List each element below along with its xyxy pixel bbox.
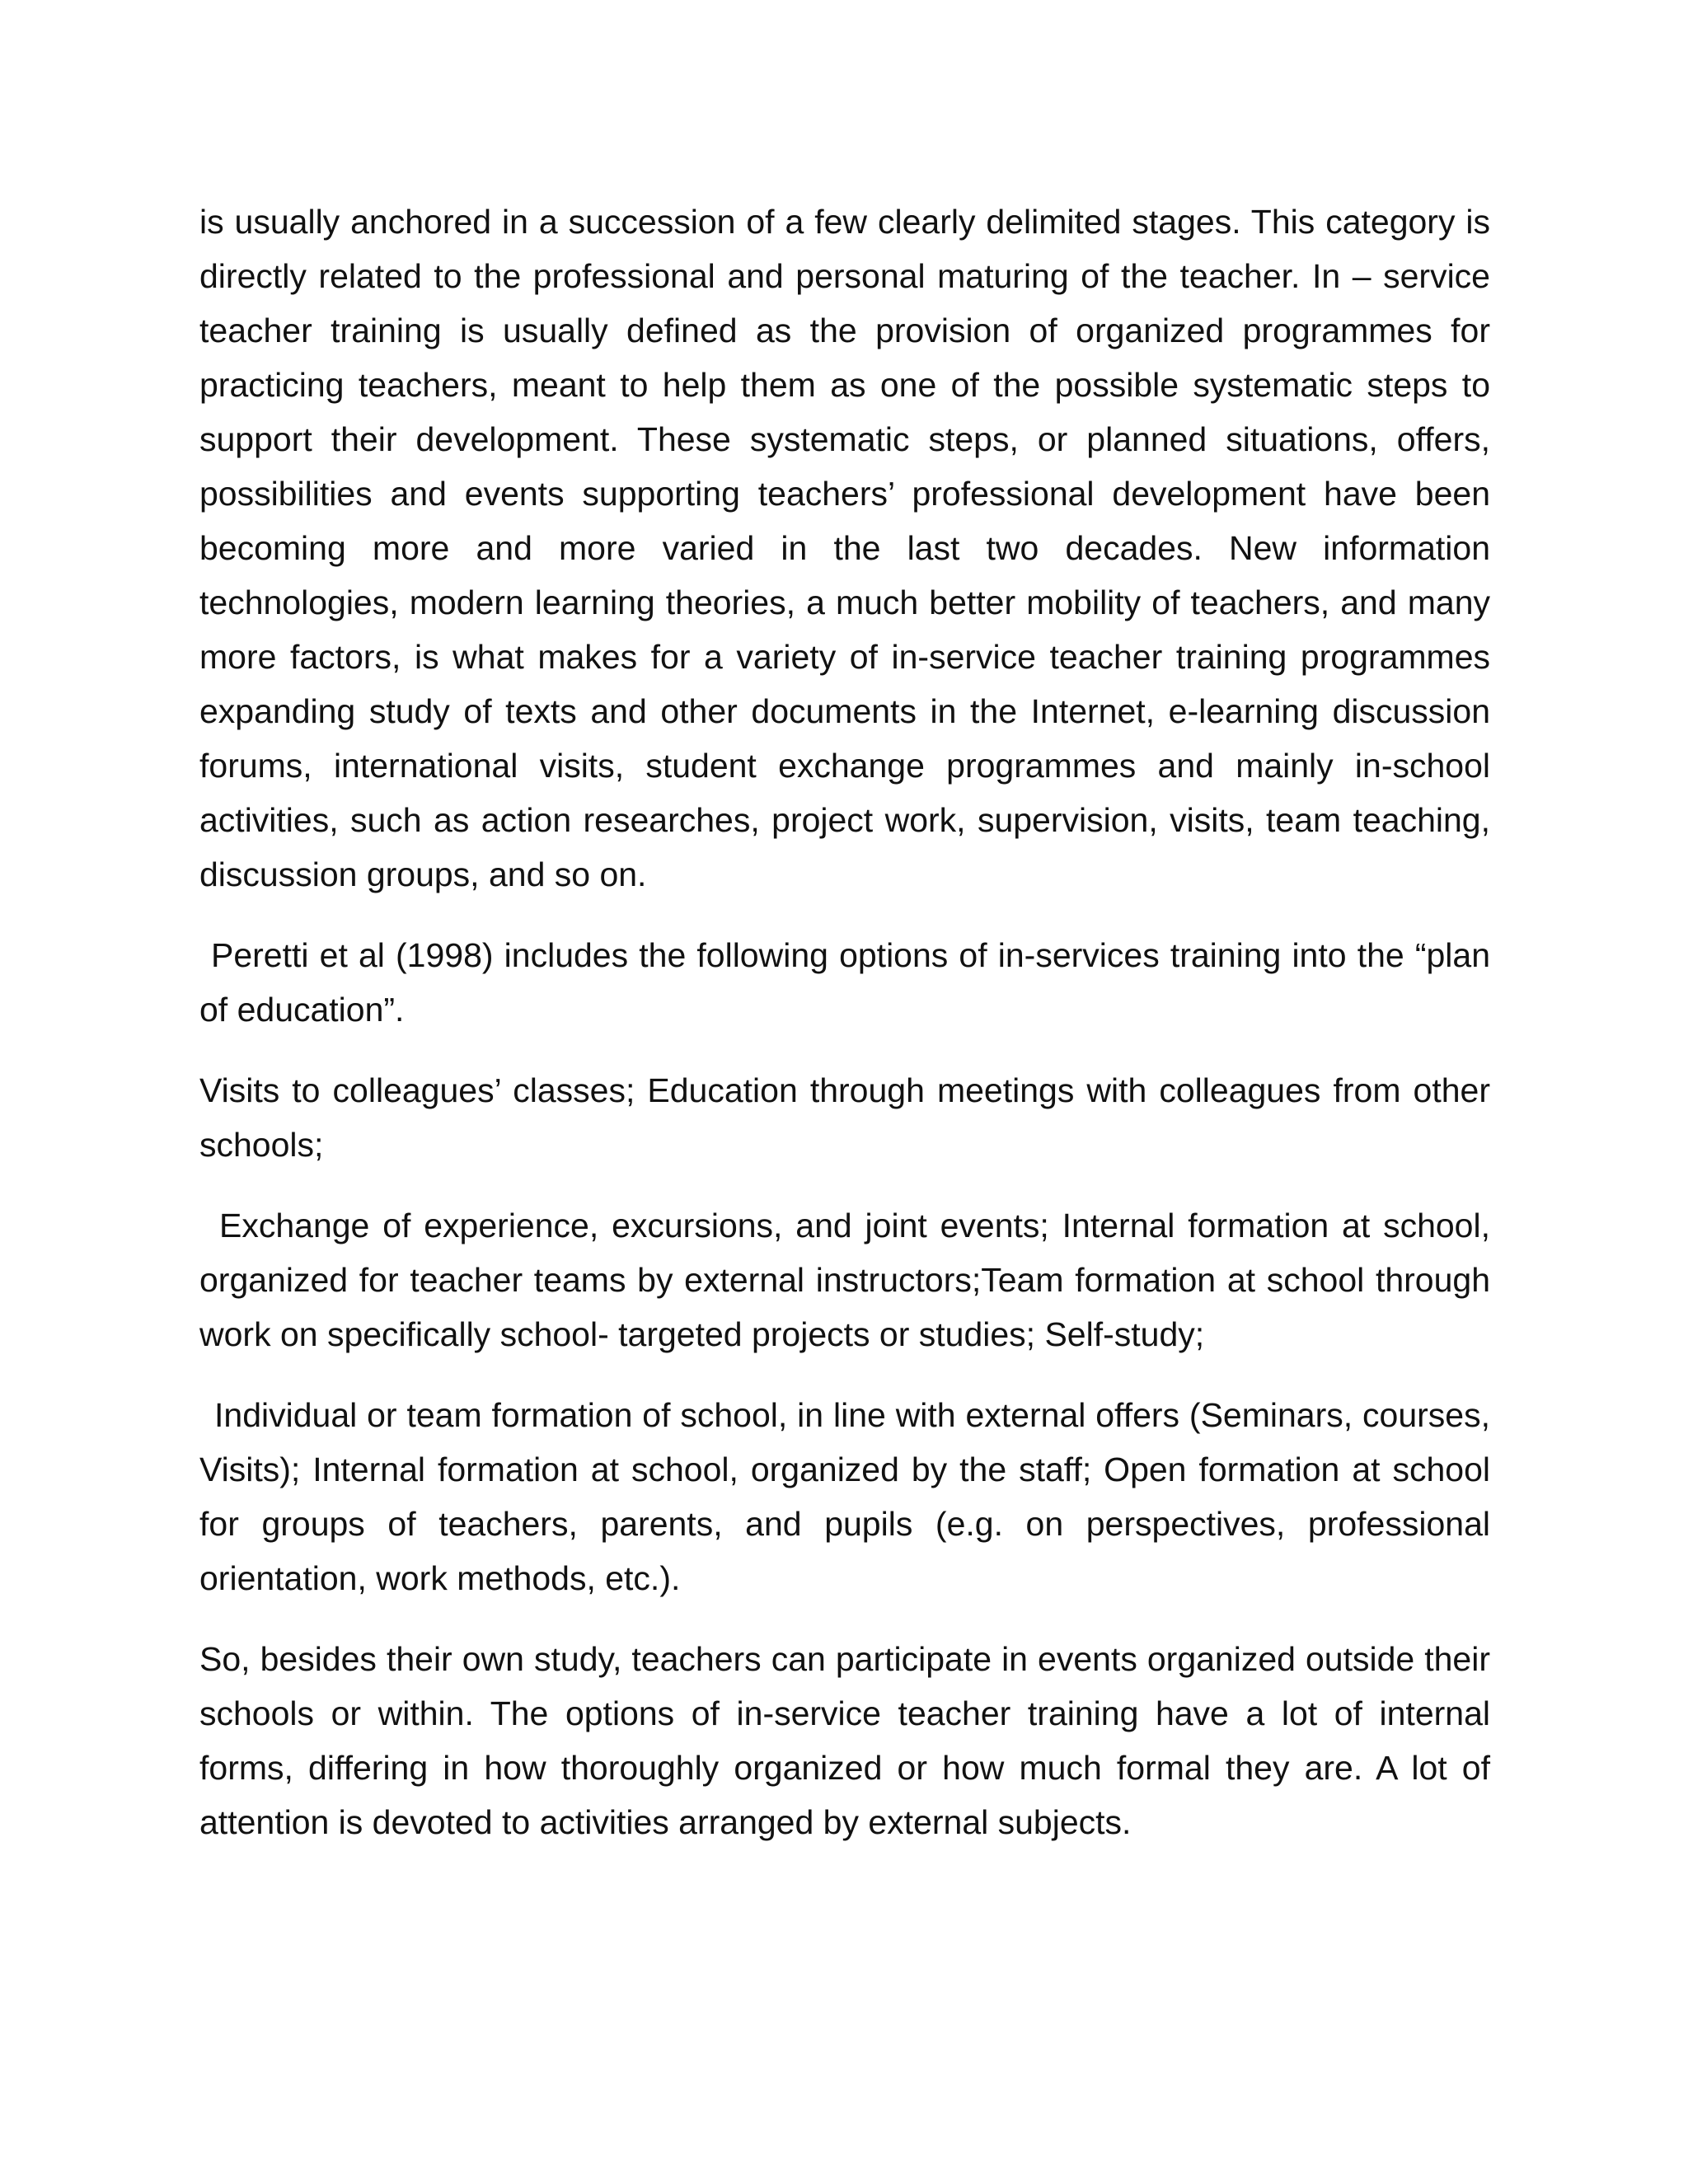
- document-page: [199, 194, 1490, 1876]
- paragraph-conclusion: So, besides their own study, teachers can participate in events organized outside their schools or within. The options of in-service teacher training have a lot of internal forms, differing in how thoroughly organized or how much formal they are. A lot of attention is devoted to activities arranged by external subjects.: [199, 1640, 1490, 1841]
- paragraph-exchange: Exchange of experience, excursions, and joint events; Internal formation at school, organized for teacher teams by external instructors;Team formation at school through work on specifically school- targeted projects or studies; Self-study;: [199, 1207, 1490, 1353]
- paragraph-visits: Visits to colleagues’ classes; Education through meetings with colleagues from other schools;: [199, 1071, 1490, 1164]
- paragraph-peretti-options: Peretti et al (1998) includes the following options of in-services training into the “plan of education”.: [199, 936, 1490, 1029]
- paragraph-inservice-definition: is usually anchored in a succession of a few clearly delimited stages. This category is directly related to the professional and personal maturing of the teacher. In – service teacher training is usually defined as the provision of organized programmes for practicing teachers, meant to help them as one of the possible systematic steps to support their development. These systematic steps, or planned situations, offers, possibilities and events supporting teachers’ professional development have been becoming more and more varied in the last two decades. New information technologies, modern learning theories, a much better mobility of teachers, and many more factors, is what makes for a variety of in-service teacher training programmes expanding study of texts and other documents in the Internet, e-learning discussion forums, international visits, student exchange programmes and mainly in-school activities, such as action researches, project work, supervision, visits, team teaching, discussion groups, and so on.: [199, 203, 1490, 893]
- paragraph-individual-formation: Individual or team formation of school, in line with external offers (Seminars, courses, Visits); Internal formation at school, organized by the staff; Open formation at school for groups of teachers, parents, and pupils (e.g. on perspectives, professional orientation, work methods, etc.).: [199, 1396, 1490, 1597]
